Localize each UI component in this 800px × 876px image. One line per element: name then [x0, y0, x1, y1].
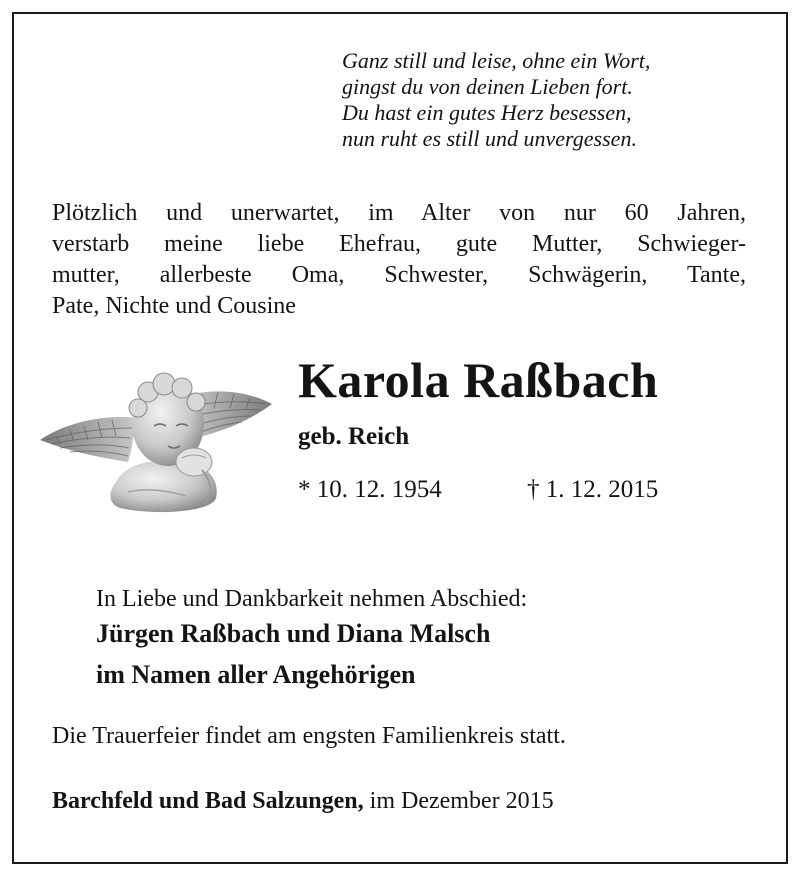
- intro-line: mutter, allerbeste Oma, Schwester, Schwägerin, Tante,: [52, 262, 746, 288]
- angel-figurine-icon: [36, 362, 276, 520]
- farewell-intro: In Liebe und Dankbarkeit nehmen Abschied:: [96, 586, 528, 612]
- poem-line: nun ruht es still und unvergessen.: [342, 126, 637, 151]
- service-note: Die Trauerfeier findet am engsten Familienkreis statt.: [52, 723, 566, 749]
- intro-line: verstarb meine liebe Ehefrau, gute Mutter, Schwieger-: [52, 231, 746, 257]
- poem-line: gingst du von deinen Lieben fort.: [342, 74, 633, 99]
- birth-date: * 10. 12. 1954: [298, 476, 442, 503]
- deceased-name: Karola Raßbach: [298, 352, 659, 408]
- poem-line: Du hast ein gutes Herz besessen,: [342, 100, 632, 125]
- mourner-line: Jürgen Raßbach und Diana Malsch: [96, 619, 491, 648]
- closing-date: im Dezember 2015: [369, 788, 554, 814]
- intro-line: Pate, Nichte und Cousine: [52, 293, 296, 319]
- intro-line: Plötzlich und unerwartet, im Alter von nur 60 Jahren,: [52, 200, 746, 226]
- death-date: † 1. 12. 2015: [527, 476, 659, 503]
- closing-place: Barchfeld und Bad Salzungen,: [52, 788, 364, 814]
- closing-line: [52, 786, 554, 816]
- poem-line: Ganz still und leise, ohne ein Wort,: [342, 48, 651, 73]
- maiden-name: geb. Reich: [298, 423, 410, 450]
- poem: [342, 48, 762, 152]
- intro-text: [52, 198, 746, 322]
- mourner-line: im Namen aller Angehörigen: [96, 660, 416, 689]
